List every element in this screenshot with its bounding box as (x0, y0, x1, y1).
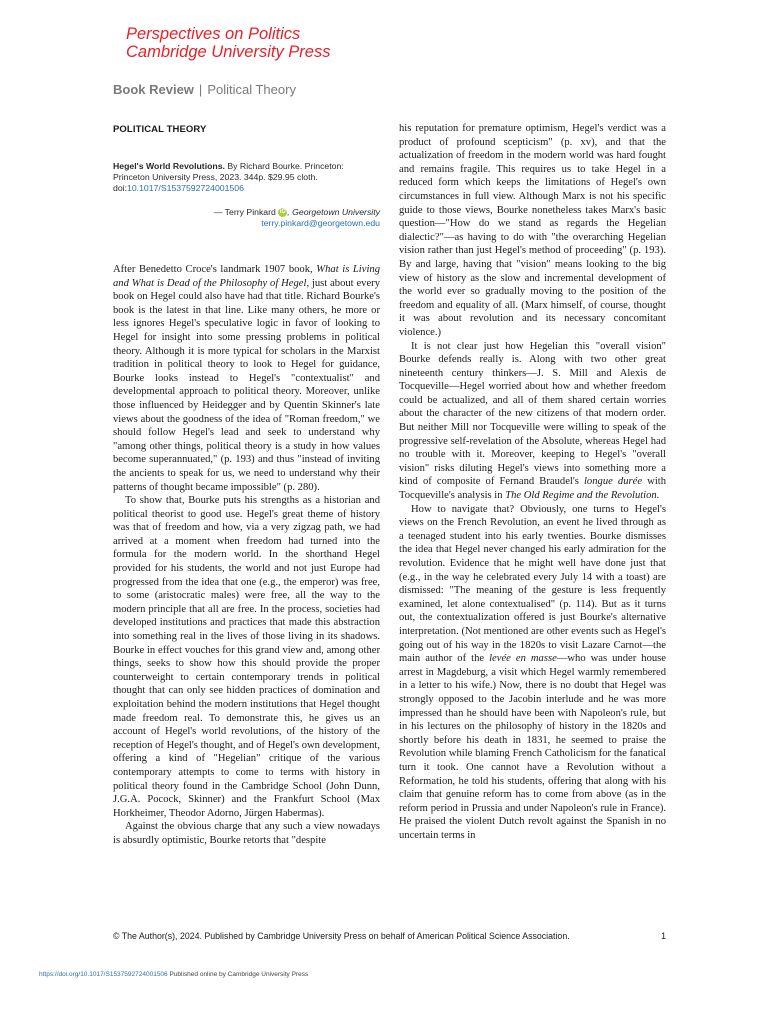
right-column (399, 122, 666, 842)
review-body-right (399, 122, 666, 842)
section-kind: Book Review (113, 82, 194, 97)
doi-link[interactable]: 10.1017/S1537592724001506 (127, 183, 244, 194)
book-citation (113, 161, 380, 195)
paragraph: It is not clear just how Hegelian this "overall vision" Bourke defends really is. Along with two other great nineteenth century thinkers—J. S. Mill and Alexis de Tocqueville—Hegel worried about how and whether freedom could be actualized, and all of them shared certain worries about the character of the new citizens of that modern order. But neither Mill nor Tocqueville were willing to speak of the progressive self-revelation of the Absolute, whereas Hegel had no trouble with it. Moreover, keeping to Hegel's "overall vision" risks diluting Hegel's views into something more a kind of composite of Fernand Braudel's longue durée with Tocqueville's analysis in The Old Regime and the Revolution. (399, 340, 667, 502)
published-note: Published online by Cambridge University Press (167, 971, 309, 978)
book-details: By Richard Bourke. Princeton: Princeton University Press, 2023. 344p. $29.95 cloth. (113, 161, 344, 183)
paragraph: After Benedetto Croce's landmark 1907 book, What is Living and What is Dead of the Philosophy of Hegel, just about every book on Hegel could also have had that title. Richard Bourke's book is the latest in that line. Like many others, he more or less ignores Hegel's speculative logic in favor of looking to Hegel for insight into some pressing problems in political theory. Although it is more typical for scholars in the Marxist tradition in political theory to look to Hegel for guidance, Bourke looks instead to Hegel's "contextualist" and developmental approach to political theory. Moreover, unlike those influenced by Heidegger and by Quentin Skinner's late views about the goodness of the idea of "Roman freedom," we should follow Hegel's lead and seek to understand why "among other things, political theory is a study in how values become superannuated," (p. 193) and thus "instead of inviting the ancients to speak for us, we need to understand why their patterns of thought became impossible" (p. 280). (113, 264, 380, 493)
review-body-left (113, 263, 380, 848)
page-footer (113, 931, 666, 941)
category-title: POLITICAL THEORY (113, 124, 207, 135)
doi-prefix: doi: (113, 183, 128, 194)
paragraph: his reputation for premature optimism, Hegel's verdict was a product of profound scepticism" (p. xv), and that the actualization of freedom in the modern world was hard fought and remains fragile. This requires us to take Hegel in a reduced form which keeps the limitations of Hegel's own circumstances in full view. Although Marx is not his specific guide to those views, Bourke nonetheless takes Marx's basic question—"How do we stand as regards the Hegelian dialectic?"—as having to do with "the overarching Hegelian vision rather than just Hegel's method of proceeding" (p. 193). By and large, having that "vision" means looking to the big view of history as the slow and incremental development of the world ever so gradually moving to the position of the freedom and equality of all. (Marx himself, of course, thought it was about revolution and its necessary concomitant violence.) (399, 123, 666, 338)
section-heading (113, 82, 296, 97)
reviewer-block (113, 207, 380, 229)
left-column (113, 122, 380, 848)
journal-title: Perspectives on Politics (126, 25, 301, 43)
publisher-name: Cambridge University Press (126, 43, 331, 61)
orcid-icon[interactable]: iD (279, 208, 286, 215)
reviewer-affiliation: , Georgetown University (287, 206, 380, 217)
publication-line (39, 971, 308, 978)
reviewer-email[interactable]: terry.pinkard@georgetown.edu (261, 217, 380, 228)
paragraph: How to navigate that? Obviously, one turns to Hegel's views on the French Revolution, an event he lived through as a teenaged student into his early twenties. Bourke dismisses the idea that Hegel never changed his early admiration for the revolution. Evidence that he might well have done just that (e.g., in the way he celebrated every July 14 with a toast) are dismissed: "The meaning of the gesture is less frequently examined, let alone contextualised" (p. 114). But as it turns out, the contextualization offered is just Bourke's alternative interpretation. (Not mentioned are other events such as Hegel's going out of his way in the 1820s to visit Lazare Carnot—the main author of the levée en masse—who was under house arrest in Magdeburg, a visit which Hegel warmly remembered in a letter to his wife.) Now, there is no doubt that Hegel was strongly opposed to the Jacobin interlude and he was more impressed than he should have been with Napoleon's rule, but in his lectures on the philosophy of history in the 1820s and shortly before his death in 1831, he seemed to praise the Revolution while blaming French Catholicism for the fanatical turn it took. One cannot have a Revolution without a Reformation, he told his students, offering that along with his claim that genuine reform has to come from above (as in the reform period in Prussia and under Napoleon's rule in France). He praised the violent Dutch revolt against the Spanish in no uncertain terms in (399, 503, 666, 841)
paragraph: To show that, Bourke puts his strengths as a historian and political theorist to good use. Hegel's great theme of history was that of freedom and how, via a very zigzag path, we had arrived at a moment when freedom had turned into the formula for the modern world. In the shorthand Hegel provided for his students, the world and not just Europe had progressed from the idea that one (e.g., the emperor) was free, to some (aristocratic males) were free, all the way to the modern principle that all are free. In the process, societies had developed institutions and practices that made this abstraction into something real in the lives of those living in its shadows. Bourke in effect vouches for this grand view and, among other things, seeks to show how this should provide the proper counterweight to certain contemporary trends in political thought that can only see hidden practices of domination and exploitation behind the modern institutions that Hegel thought made freedom real. To demonstrate this, he gives us an account of Hegel's world revolutions, of the history of the reception of Hegel's thought, and of Hegel's own development, offering a kind of "Hegelian" critique of the various contemporary attempts to come to terms with history in political theory found in the Cambridge School (John Dunn, J.G.A. Pocock, Skinner) and the Frankfurt School (Max Horkheimer, Theodor Adorno, Jürgen Habermas). (113, 495, 380, 819)
section-separator: | (198, 82, 203, 97)
reviewer-name: — Terry Pinkard (213, 206, 276, 217)
copyright-notice: © The Author(s), 2024. Published by Cambridge University Press on behalf of American Political Science Association. (113, 931, 570, 941)
page-number: 1 (661, 931, 666, 941)
paragraph: Against the obvious charge that any such a view nowadays is absurdly optimistic, Bourke retorts that "despite (113, 821, 380, 846)
doi-url-link[interactable]: https://doi.org/10.1017/S1537592724001506 (39, 971, 168, 978)
section-topic: Political Theory (207, 82, 296, 97)
book-title: Hegel's World Revolutions. (113, 161, 225, 171)
journal-header (126, 25, 330, 61)
